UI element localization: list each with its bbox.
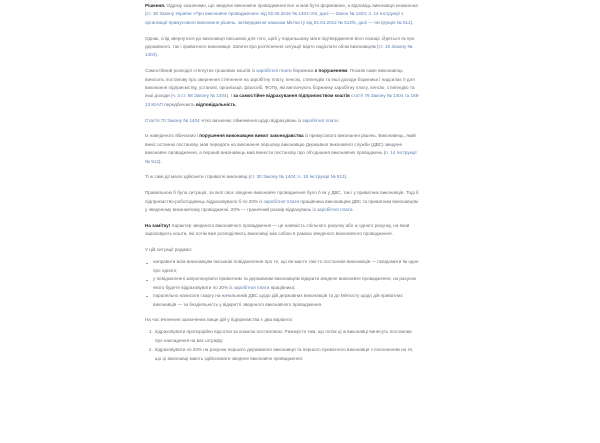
list-item: паралельно написати скаргу на начальників ДВС щодо дій державних виконавців та до Мін'юсту щодо дій приватних виконавців — за бездіяльність у відкритті зведеного виконавчого провадження. (153, 292, 420, 309)
list-item: 2. відраховувати по 20% на рахунок першого державного виконавця та першого приватного виконавця з посиланням на те, що ці виконавці мають здійснювати зведене виконавче провадження. (154, 346, 420, 363)
list-item: у повідомленні запропонувати приватним та державним виконавцям відкрити зведене виконавче провадження, на рахунок якого будете відраховувати по 20% із заробітної плати працівника; (153, 275, 420, 292)
list-item: направити всім виконавцям письмові повідомлення про те, що ви маєте такі-то постанови виконавців — повідомити їм одне про одного; (153, 258, 420, 275)
law-reference-link[interactable]: ст. 30 Закону № 1404; п. 15 Інструкції № 512 (250, 174, 345, 180)
salary-link[interactable]: заробітної плати (256, 68, 292, 74)
solution-lead: Рішення. (145, 3, 166, 8)
article-body (145, 2, 420, 364)
paragraph-executor-violation: Із наведеного вбачаємо і порушення виконавцем вимог законодавства із примусового виконання рішень. Виконавець, який виніс останню постанову, мав передати на виконання першому виконавцю Державної виконавчої служби (ДВС) зведене виконавче провадження, а перший виконавець мав винести постанову про об'єднання виконавчих проваджень (п. 14 Інструкції № 512). (145, 133, 417, 164)
paragraph-solution: Рішення. Одразу зазначимо, що зведене виконавче провадження все ж мав бути формоване, а відповідь виконавця незаконна (ст. 30 Закону України «Про виконавче провадження» від 02.06.2016 № 1404-VIII, далі — Закон № 1404; п. 14 Інструкції з організації примусового виконання рішень, затвердженої наказом Мін'юсту від 02.04.2012 № 512/5, далі — Інструкція № 512). (145, 3, 418, 25)
paragraph-private-executors: Ті ж самі дії мали здійснити і приватні виконавці (ст. 30 Закону № 1404; п. 15 Інструкції № 512). (145, 174, 348, 180)
law-reference-link[interactable]: ст. 30 Закону України «Про виконавче провадження» від 02.06.2016 № 1404-VIII, далі — Закон № 1404; п. 14 Інструкції з організації примусового виконання рішень, затвердженої наказом Мін'юсту від 02.04.2012 № 512/5, далі — Інструкція № 512 (145, 11, 411, 25)
note-lead: На замітку! (145, 222, 171, 228)
paragraph-advice-intro: У цій ситуації радимо: (145, 247, 193, 253)
paragraph-violation: Самостійний розподіл стягнутих грошових коштів із заробітної плати боржника є порушенням. Позаяк саме виконавець виносить постанову про звернення стягнення на заробітну плату, пенсію, стипендію та інші доходи боржника і надсилає її для виконання підприємству, установі, організації, фізособі, ФОПу, які виплачують боржнику заробітну плату, пенсію, стипендію та інші доходи (ч. 3 ст. 68 Закону № 1404). І за самостійне відрахування підприємством коштів статті 76 Закону № 1404 та 188-13 КпАП передбачають відповідальність. (145, 68, 420, 107)
law-reference-link[interactable]: ч. 3 ст. 68 Закону № 1404 (172, 93, 227, 99)
paragraph-note: На замітку! Характер зведеного виконавчого провадження — це наявність спільного рахунку або ж одного рахунку, на який зараховують кошти, які потім вже розподіляють виконавці між собою в рамках зведеного виконавчого провадження. (145, 222, 410, 237)
law-reference-link[interactable]: ст. 19 Закону № 1404 (145, 44, 413, 58)
paragraph-correct-situation: Правильною б була ситуація, за якої своє зведене виконавче провадження було б як у ДВС, так і у приватних виконавців. Тоді б підприємство-роботодавець відраховувало б по 20% із заробітної плати працівника виконавцям ДВС та приватним виконавцям у зведеному виконавчому провадженні. 20% — граничний розмір відрахувань із заробітної плати. (145, 190, 419, 213)
law-reference-link[interactable]: статті 76 Закону № 1404 та 188-13 КпАП (145, 93, 420, 107)
law-reference-link[interactable]: п. 14 Інструкції № 512 (145, 150, 417, 164)
advice-list (145, 258, 420, 308)
salary-link[interactable]: заробітної плати (233, 284, 270, 290)
paragraph-options-intro: На час вчинення зазначених вище дій у підприємства є два варіанти: (145, 316, 293, 322)
options-list (145, 328, 420, 363)
paragraph-article-70: Стаття 70 Закону № 1404 чітко визначає обмеження щодо відрахувань із заробітної плати. (145, 117, 340, 123)
paragraph-contact-executor: Однак, слід звернутися до виконавця письмово для того, щоб у подальшому мати підтвердження його позиції. Йдеться як про державного, так і приватного виконавця. Запити про роз'яснення ситуації варто надіслати обом виконавцям (ст. 19 Закону № 1404). (145, 35, 415, 58)
salary-link[interactable]: заробітної плати (263, 198, 300, 204)
salary-link[interactable]: заробітної плати (302, 117, 338, 123)
law-reference-link[interactable]: Стаття 70 Закону № 1404 (145, 117, 200, 123)
list-item: 1. відраховувати пропорційно відсотки за кожною постановою. Ризикуєте тим, що потім ці ж виконавці винесуть постанови про накладення на вас штрафу; (154, 328, 420, 345)
salary-link[interactable]: заробітної плати (316, 207, 353, 213)
